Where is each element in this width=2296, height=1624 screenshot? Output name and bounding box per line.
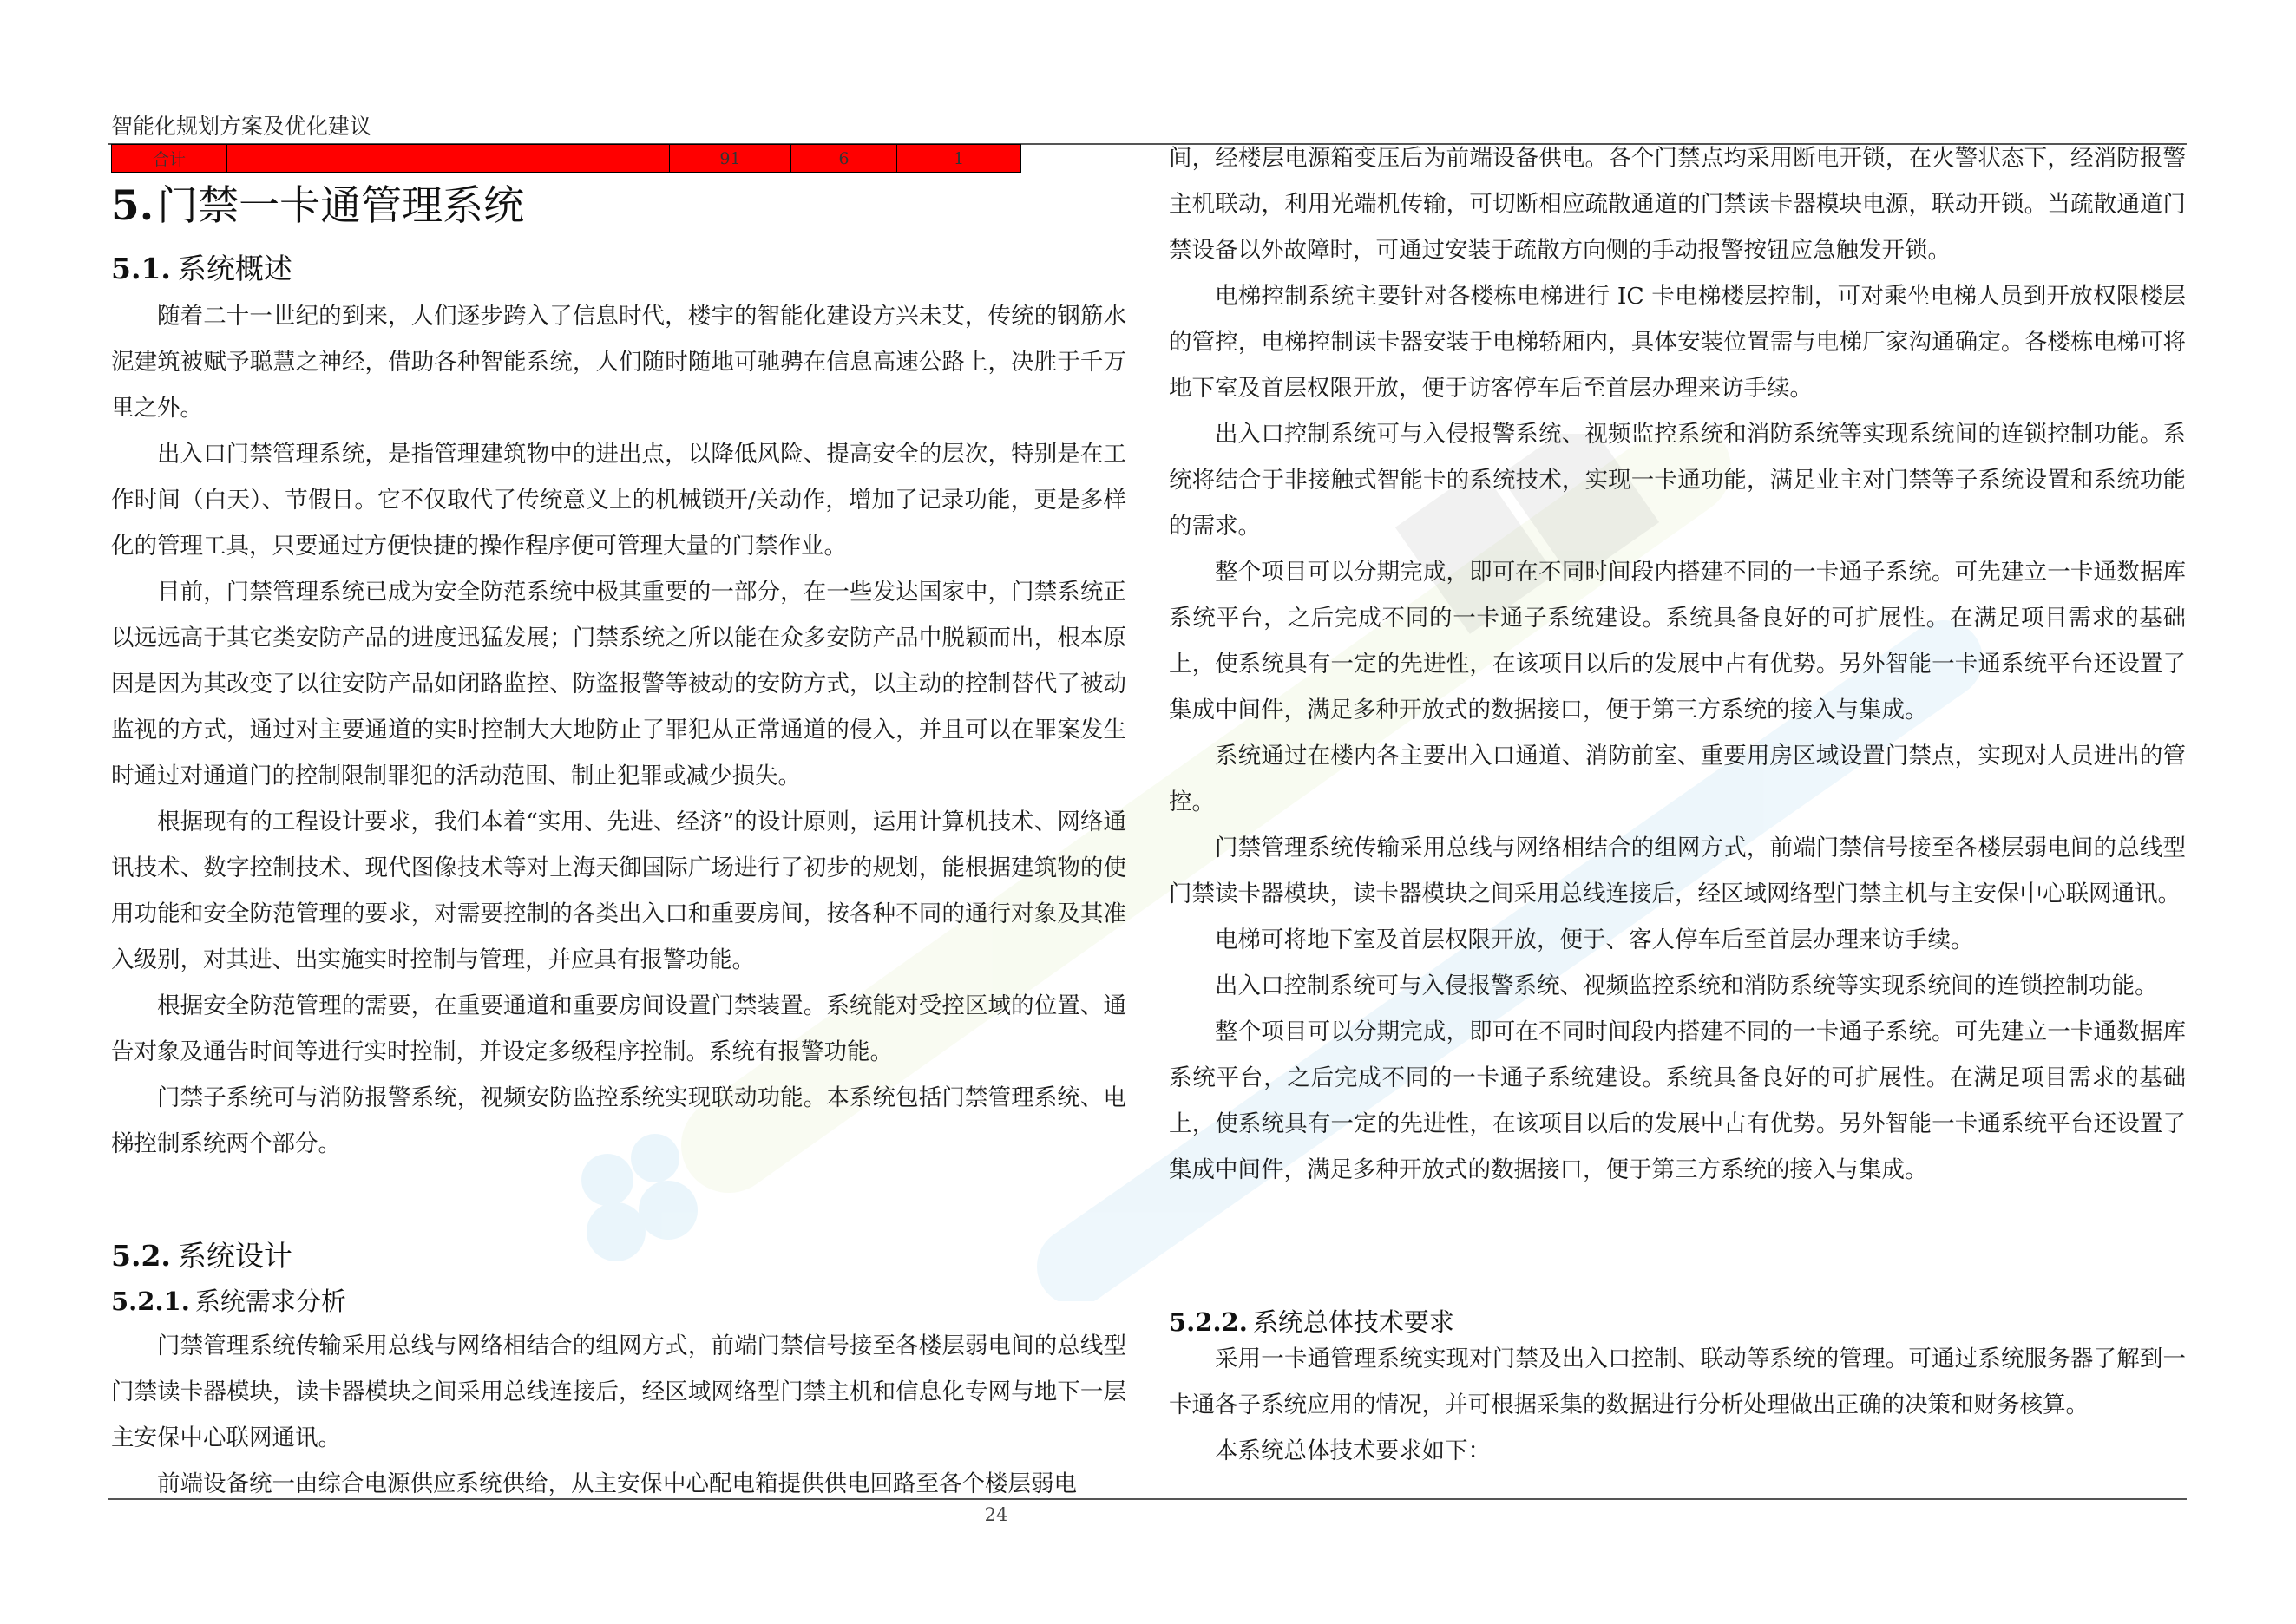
paragraph: 采用一卡通管理系统实现对门禁及出入口控制、联动等系统的管理。可通过系统服务器了解到一卡通各子系统应用的情况，并可根据采集的数据进行分析处理做出正确的决策和财务核算。 [1169, 1346, 2186, 1418]
footer-divider [108, 1498, 2187, 1500]
paragraph: 随着二十一世纪的到来，人们逐步跨入了信息时代，楼宇的智能化建设方兴未艾，传统的钢筋水泥建筑被赋予聪慧之神经，借助各种智能系统，人们随时随地可驰骋在信息高速公路上，决胜于千万里之外。 [111, 303, 1126, 422]
paragraph: 出入口控制系统可与入侵报警系统、视频监控系统和消防系统等实现系统间的连锁控制功能。系统将结合于非接触式智能卡的系统技术，实现一卡通功能，满足业主对门禁等子系统设置和系统功能的需求。 [1169, 421, 2186, 540]
paragraph: 整个项目可以分期完成，即可在不同时间段内搭建不同的一卡通子系统。可先建立一卡通数据库系统平台，之后完成不同的一卡通子系统建设。系统具备良好的可扩展性。在满足项目需求的基础上，使系统具有一定的先进性，在该项目以后的发展中占有优势。另外智能一卡通系统平台还设置了集成中间件，满足多种开放式的数据接口，便于第三方系统的接入与集成。 [1169, 1018, 2186, 1183]
paragraph: 系统通过在楼内各主要出入口通道、消防前室、重要用房区域设置门禁点，实现对人员进出的管控。 [1169, 743, 2186, 815]
section-5-2-2-heading [1169, 1303, 1454, 1339]
section-5-2-number: 5.2. [111, 1239, 171, 1273]
section-5-2-title: 系统设计 [177, 1239, 292, 1273]
section-5-2-2-title: 系统总体技术要求 [1252, 1307, 1454, 1337]
section-5-2-1-title: 系统需求分析 [194, 1287, 346, 1316]
paragraph: 根据现有的工程设计要求，我们本着“实用、先进、经济”的设计原则，运用计算机技术、网络通讯技术、数字控制技术、现代图像技术等对上海天御国际广场进行了初步的规划，能根据建筑物的使用功能和安全防范管理的要求，对需要控制的各类出入口和重要房间，按各种不同的通行对象及其准入级别，对其进、出实施实时控制与管理，并应具有报警功能。 [111, 809, 1126, 973]
paragraph: 出入口控制系统可与入侵报警系统、视频监控系统和消防系统等实现系统间的连锁控制功能。 [1215, 972, 2158, 999]
paragraph: 门禁管理系统传输采用总线与网络相结合的组网方式，前端门禁信号接至各楼层弱电间的总线型门禁读卡器模块，读卡器模块之间采用总线连接后，经区域网络型门禁主机和信息化专网与地下一层主安保中心联网通讯。 [111, 1333, 1126, 1451]
summary-cell-count-a: 6 [791, 145, 897, 172]
section-5-1-number: 5.1. [111, 252, 171, 285]
paragraph: 根据安全防范管理的需要，在重要通道和重要房间设置门禁装置。系统能对受控区域的位置、通告对象及通告时间等进行实时控制，并设定多级程序控制。系统有报警功能。 [111, 992, 1126, 1065]
summary-cell-total: 91 [670, 145, 791, 172]
section-5-2-1-body [111, 1323, 1126, 1507]
paragraph: 前端设备统一由综合电源供应系统供给，从主安保中心配电箱提供供电回路至各个楼层弱电 [157, 1470, 1077, 1497]
section-5-number: 5. [111, 182, 154, 230]
paragraph: 目前，门禁管理系统已成为安全防范系统中极其重要的一部分，在一些发达国家中，门禁系统正以远远高于其它类安防产品的进度迅猛发展；门禁系统之所以能在众多安防产品中脱颖而出，根本原因是因为其改变了以往安防产品如闭路监控、防盗报警等被动的安防方式，以主动的控制替代了被动监视的方式，通过对主要通道的实时控制大大地防止了罪犯从正常通道的侵入，并且可以在罪案发生时通过对通道门的控制限制罪犯的活动范围、制止犯罪或减少损失。 [111, 579, 1126, 789]
paragraph: 整个项目可以分期完成，即可在不同时间段内搭建不同的一卡通子系统。可先建立一卡通数据库系统平台，之后完成不同的一卡通子系统建设。系统具备良好的可扩展性。在满足项目需求的基础上，使系统具有一定的先进性，在该项目以后的发展中占有优势。另外智能一卡通系统平台还设置了集成中间件，满足多种开放式的数据接口，便于第三方系统的接入与集成。 [1169, 559, 2186, 724]
summary-cell-label: 合计 [112, 145, 227, 172]
summary-table-row [111, 144, 1021, 173]
paragraph: 门禁管理系统传输采用总线与网络相结合的组网方式，前端门禁信号接至各楼层弱电间的总线型门禁读卡器模块，读卡器模块之间采用总线连接后，经区域网络型门禁主机与主安保中心联网通讯。 [1169, 835, 2186, 907]
paragraph-continuation: 间，经楼层电源箱变压后为前端设备供电。各个门禁点均采用断电开锁，在火警状态下，经消防报警主机联动，利用光端机传输，可切断相应疏散通道的门禁读卡器模块电源，联动开锁。当疏散通道门禁设备以外故障时，可通过安装于疏散方向侧的手动报警按钮应急触发开锁。 [1169, 145, 2186, 264]
section-5-title: 门禁一卡通管理系统 [157, 182, 525, 230]
section-5-2-1-heading [111, 1282, 346, 1318]
section-5-2-2-number: 5.2.2. [1169, 1307, 1248, 1337]
summary-cell-count-b: 1 [953, 148, 965, 168]
section-5-1-heading [111, 246, 292, 287]
right-column-body [1169, 135, 2186, 1193]
section-5-2-heading [111, 1234, 292, 1274]
paragraph: 门禁子系统可与消防报警系统，视频安防监控系统实现联动功能。本系统包括门禁管理系统、电梯控制系统两个部分。 [111, 1084, 1126, 1157]
section-5-2-1-number: 5.2.1. [111, 1287, 190, 1316]
summary-cell-empty [227, 145, 670, 172]
section-5-2-2-body [1169, 1336, 2186, 1474]
paragraph: 电梯可将地下室及首层权限开放，便于、客人停车后至首层办理来访手续。 [1215, 927, 1974, 953]
paragraph: 出入口门禁管理系统，是指管理建筑物中的进出点，以降低风险、提高安全的层次，特别是在工作时间（白天）、节假日。它不仅取代了传统意义上的机械锁开/关动作，增加了记录功能，更是多样化的管理工具，只要通过方便快捷的操作程序便可管理大量的门禁作业。 [111, 441, 1126, 560]
running-header: 智能化规划方案及优化建议 [111, 114, 372, 139]
paragraph: 本系统总体技术要求如下： [1215, 1437, 1491, 1464]
paragraph: 电梯控制系统主要针对各楼栋电梯进行 IC 卡电梯楼层控制，可对乘坐电梯人员到开放权限楼层的管控，电梯控制读卡器安装于电梯轿厢内，具体安装位置需与电梯厂家沟通确定。各楼栋电梯可将地下室及首层权限开放，便于访客停车后至首层办理来访手续。 [1169, 283, 2186, 402]
section-5-heading [111, 174, 524, 232]
section-5-1-body [111, 293, 1126, 1167]
section-5-1-title: 系统概述 [177, 252, 292, 285]
page-number: 24 [984, 1504, 1008, 1525]
